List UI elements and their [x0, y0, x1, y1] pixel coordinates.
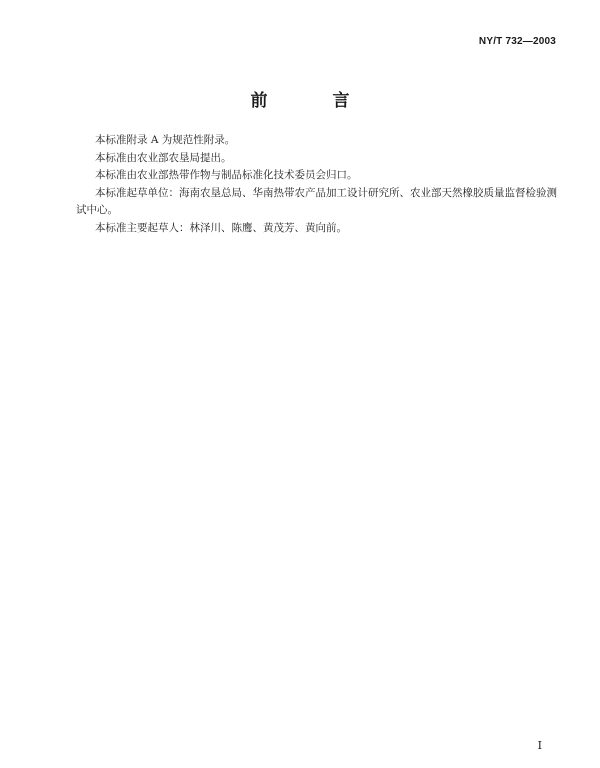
paragraph-committee: 本标准由农业部热带作物与制品标准化技术委员会归口。 — [95, 169, 358, 181]
page-number: I — [537, 739, 542, 752]
foreword-body — [76, 132, 558, 237]
page-title: 前 言 — [250, 91, 374, 111]
paragraph-appendix-note: 本标准附录 A 为规范性附录。 — [95, 134, 236, 146]
paragraph-drafting-units: 本标准起草单位：海南农垦总局、华南热带农产品加工设计研究所、农业部天然橡胶质量监督检验测试中心。 — [76, 186, 557, 216]
standard-code: NY/T 732—2003 — [478, 36, 556, 47]
paragraph-proposer: 本标准由农业部农垦局提出。 — [95, 151, 232, 164]
paragraph-drafters: 本标准主要起草人：林泽川、陈鹰、黄茂芳、黄向前。 — [95, 221, 347, 234]
